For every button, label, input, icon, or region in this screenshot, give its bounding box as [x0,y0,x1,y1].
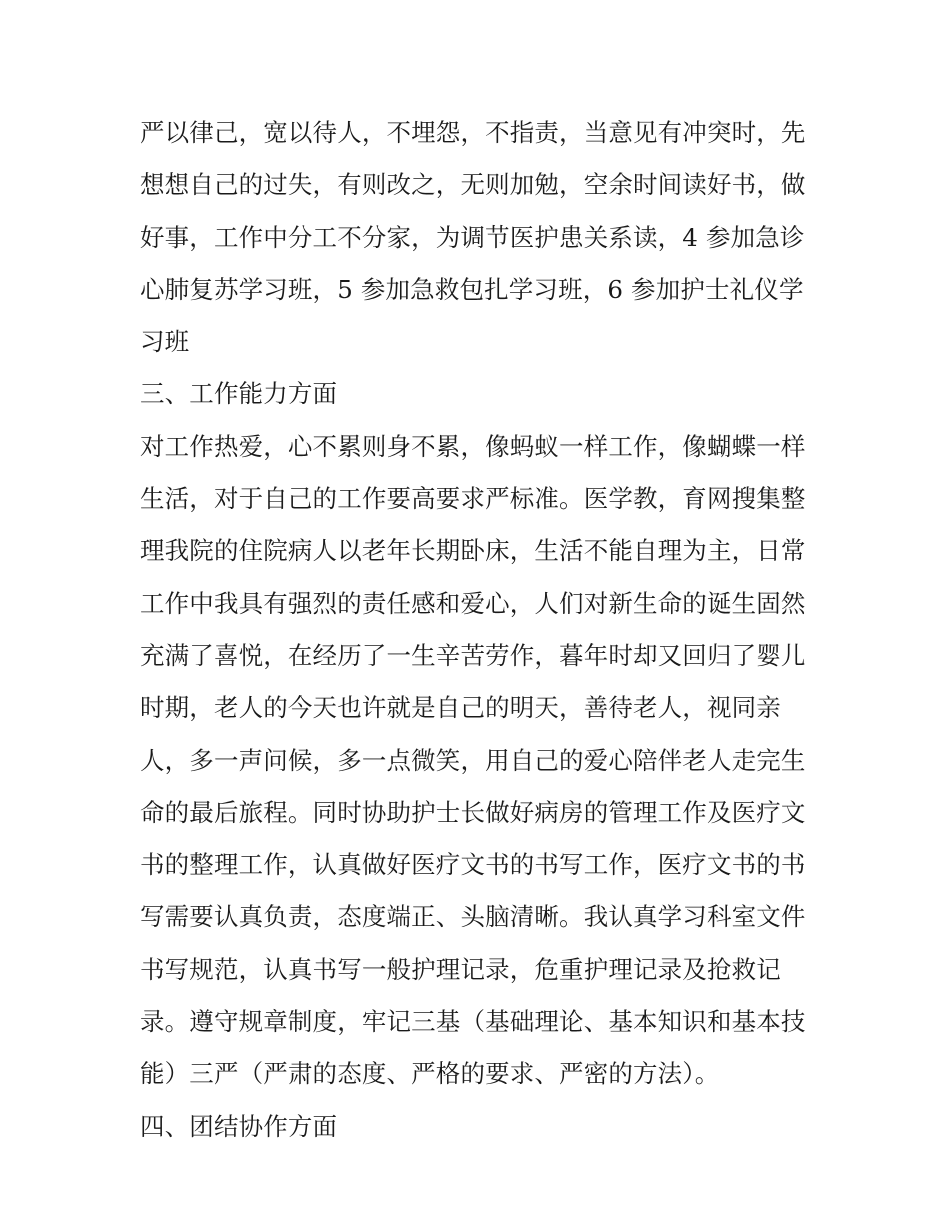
section-heading-4: 四、团结协作方面 [140,1111,338,1141]
text-line: 写需要认真负责，态度端正、头脑清晰。我认真学习科室文件 [140,902,806,932]
text-line: 工作中我具有强烈的责任感和爱心，人们对新生命的诞生固然 [140,588,806,618]
section-heading-3: 三、工作能力方面 [140,379,338,409]
document-body [140,107,820,1153]
text-line: 心肺复苏学习班，5 参加急救包扎学习班，6 参加护士礼仪学 [140,274,804,304]
text-line: 书写规范，认真书写一般护理记录，危重护理记录及抢救记 [140,954,781,984]
text-line: 对工作热爱，心不累则身不累，像蚂蚁一样工作，像蝴蝶一样 [140,431,806,461]
text-line: 能）三严（严肃的态度、严格的要求、严密的方法）。 [140,1059,720,1089]
text-line: 录。遵守规章制度，牢记三基（基础理论、基本知识和基本技 [140,1007,806,1037]
text-line: 严以律己，宽以待人，不埋怨，不指责，当意见有冲突时，先 [140,118,806,147]
text-line: 想想自己的过失，有则改之，无则加勉，空余时间读好书，做 [140,170,806,200]
text-line: 生活，对于自己的工作要高要求严标准。医学教，育网搜集整 [140,484,806,514]
text-line: 命的最后旅程。同时协助护士长做好病房的管理工作及医疗文 [140,797,806,827]
text-line: 书的整理工作，认真做好医疗文书的书写工作，医疗文书的书 [140,850,806,880]
text-line: 习班 [140,327,190,357]
text-line: 人，多一声问候，多一点微笑，用自己的爱心陪伴老人走完生 [140,745,806,775]
text-line: 理我院的住院病人以老年长期卧床，生活不能自理为主，日常 [140,536,806,566]
text-line: 充满了喜悦，在经历了一生辛苦劳作，暮年时却又回归了婴儿 [140,640,806,670]
text-line: 好事，工作中分工不分家，为调节医护患关系读，4 参加急诊 [140,222,805,252]
text-line: 时期，老人的今天也许就是自己的明天，善待老人，视同亲 [140,693,781,723]
